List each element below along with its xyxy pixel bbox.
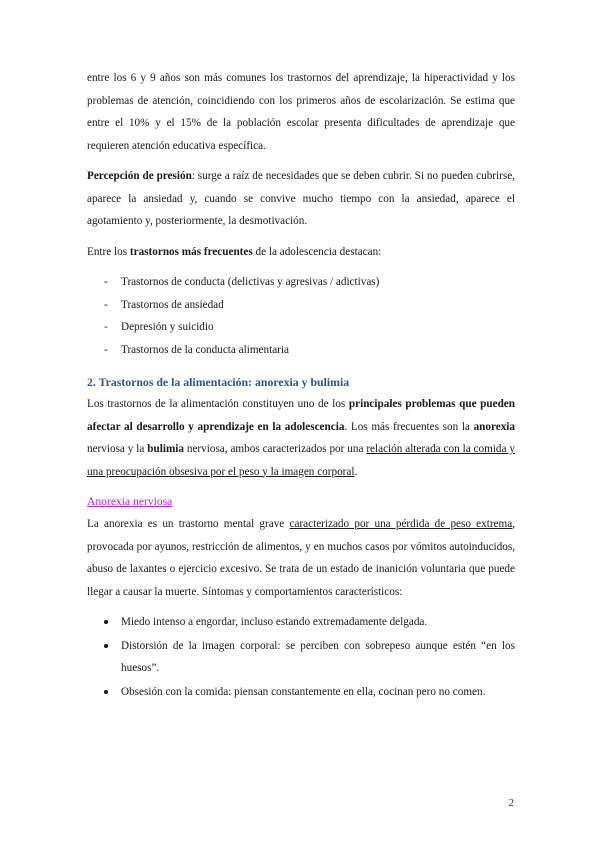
page-number: 2 <box>508 797 514 809</box>
presion-paragraph <box>87 165 515 233</box>
presion-text: : surge a raíz de necesidades que se deben cubrir. Si no pueden cubrirse, aparece la ansiedad y, cuando se convive mucho tiempo con la ansiedad, aparece el agotamiento y, posteriormente, la desmotivación. <box>87 170 515 227</box>
section2-paragraph <box>87 393 515 483</box>
section2-text-3: nerviosa y la <box>87 443 148 455</box>
list-item <box>87 316 515 339</box>
list-item-text: Trastornos de conducta (delictivas y agresivas / adictivas) <box>121 276 380 288</box>
bullet-icon <box>104 620 108 624</box>
dash-list <box>87 271 515 361</box>
frecuentes-bold: trastornos más frecuentes <box>129 245 253 258</box>
anorexia-paragraph <box>87 513 515 603</box>
list-item-text: Depresión y suicidio <box>121 321 214 333</box>
section2-text-5: . <box>354 465 358 478</box>
anorexia-term: anorexia <box>473 420 515 433</box>
bulimia-term: bulimia <box>147 443 184 455</box>
dash-marker: - <box>104 276 108 288</box>
list-item-text: Trastornos de la conducta alimentaria <box>121 343 289 356</box>
section2-text-1: Los trastornos de la alimentación constituyen uno de los <box>87 398 349 410</box>
section2-underlined: relación alterada con la comida y una preocupación obsesiva por el peso y la imagen corporal <box>87 443 515 478</box>
anorexia-text-2: , provocada por ayunos, restricción de alimentos, y en muchos casos por vómitos autoinducidos, abuso de laxantes o ejercicio excesivo. Se trata de un estado de inanición voluntaria que puede llegar a causar la muerte. Síntomas y comportamientos característicos: <box>87 518 515 598</box>
anorexia-underlined: caracterizado por una pérdida de peso extrema <box>289 518 513 530</box>
section2-bold: principales problemas que pueden afectar al desarrollo y aprendizaje en la adolescencia <box>87 398 515 433</box>
dash-marker: - <box>104 321 108 333</box>
bullet-text: Miedo intenso a engordar, incluso estando extremadamente delgada. <box>121 616 428 628</box>
bullet-list <box>87 611 515 703</box>
frecuentes-pre: Entre los <box>87 245 130 258</box>
page-content <box>87 67 515 703</box>
list-item <box>87 294 515 317</box>
list-item <box>87 635 515 680</box>
list-item <box>87 611 515 634</box>
frecuentes-post: de la adolescencia destacan: <box>252 245 382 258</box>
bullet-icon <box>104 644 108 648</box>
list-item-text: Trastornos de ansiedad <box>121 298 224 311</box>
list-item <box>87 681 515 704</box>
list-item <box>87 339 515 362</box>
subsection-heading: Anorexia nerviosa <box>87 495 173 508</box>
dash-marker: - <box>104 298 108 311</box>
frecuentes-paragraph <box>87 241 515 264</box>
presion-label: Percepción de presión <box>87 170 192 182</box>
section-heading: 2. Trastornos de la alimentación: anorexia y bulimia <box>87 375 350 389</box>
anorexia-text-1: La anorexia es un trastorno mental grave <box>87 518 290 530</box>
bullet-icon <box>104 690 108 694</box>
intro-paragraph: entre los 6 y 9 años son más comunes los trastornos del aprendizaje, la hiperactividad y los problemas de atención, coincidiendo con los primeros años de escolarización. Se estima que entre el 10% y el 15% de la población escolar presenta dificultades de aprendizaje que requieren atención educativa específica. <box>87 72 515 152</box>
section2-text-2: . Los más frecuentes son la <box>344 420 474 433</box>
bullet-text: Distorsión de la imagen corporal: se perciben con sobrepeso aunque estén “en los huesos”. <box>121 639 515 674</box>
dash-marker: - <box>104 343 108 356</box>
section2-text-4: nerviosa, ambos caracterizados por una <box>183 443 367 455</box>
bullet-text: Obsesión con la comida: piensan constantemente en ella, cocinan pero no comen. <box>121 685 486 698</box>
list-item <box>87 271 515 294</box>
